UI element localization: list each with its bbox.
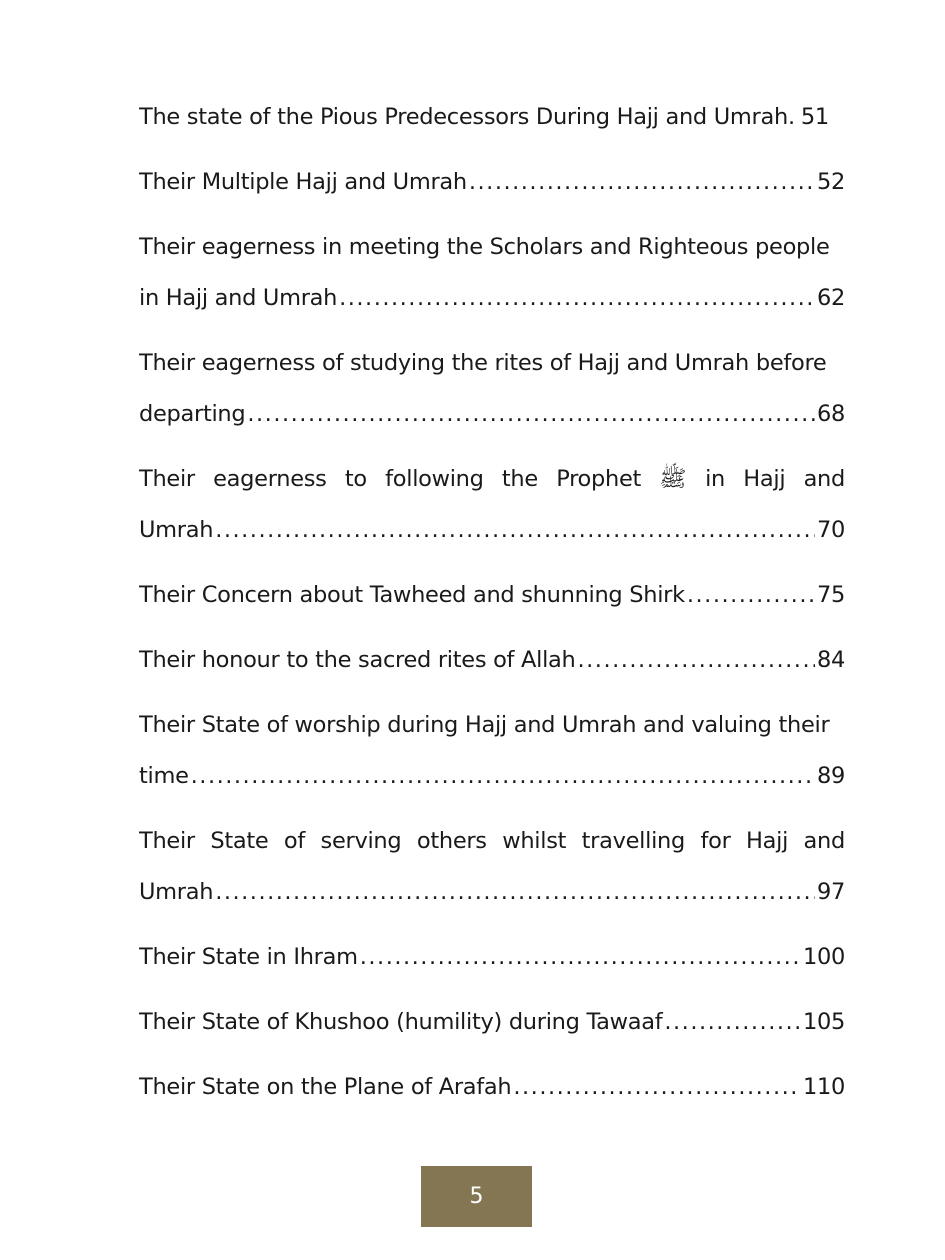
toc-entry-title: Their eagerness in meeting the Scholars and Righteous people	[139, 234, 830, 260]
page-number-box	[421, 1166, 532, 1227]
toc-entry-title: Their State in Ihram	[139, 944, 358, 970]
toc-entry-title-continued: time	[139, 763, 189, 789]
toc-entry[interactable]	[139, 97, 845, 148]
toc-entry-page: 84	[816, 647, 845, 673]
toc-entry[interactable]	[139, 162, 845, 213]
toc-entry-page: 68	[816, 401, 845, 427]
toc-leader-dots	[513, 1067, 801, 1107]
toc-line	[139, 640, 845, 691]
toc-line	[139, 97, 845, 148]
toc-entry[interactable]	[139, 343, 845, 445]
toc-entry[interactable]	[139, 937, 845, 988]
toc-entry-title: Their State of serving others whilst travelling for Hajj and	[139, 828, 845, 854]
toc-entry-title: The state of the Pious Predecessors During Hajj and Umrah.	[139, 104, 795, 130]
toc-line	[139, 162, 845, 213]
toc-entry-title: Their State of worship during Hajj and Umrah and valuing their	[139, 712, 830, 738]
toc-leader-dots	[339, 278, 815, 318]
toc-line	[139, 278, 845, 329]
page-number: 5	[469, 1184, 484, 1209]
toc-entry-title: Their eagerness of studying the rites of Hajj and Umrah before	[139, 350, 827, 376]
toc-line	[139, 1067, 845, 1118]
toc-line	[139, 343, 845, 394]
toc-entry[interactable]	[139, 705, 845, 807]
toc-entry[interactable]	[139, 1067, 845, 1118]
toc-entry-page: 70	[816, 517, 845, 543]
toc-entry-page: 110	[802, 1074, 845, 1100]
toc-line	[139, 227, 845, 278]
toc-leader-dots	[687, 575, 815, 615]
toc-entry-page: 105	[802, 1009, 845, 1035]
toc-line	[139, 937, 845, 988]
toc-leader-dots	[247, 394, 815, 434]
toc-entry-title-continued: Umrah	[139, 517, 214, 543]
toc-line	[139, 394, 845, 445]
toc-line	[139, 510, 845, 561]
toc-entry-page: 89	[816, 763, 845, 789]
toc-line	[139, 459, 845, 510]
toc-entry-title-continued: Umrah	[139, 879, 214, 905]
toc-entry[interactable]	[139, 640, 845, 691]
toc-leader-dots	[360, 937, 801, 977]
toc-entry-title: Their State on the Plane of Arafah	[139, 1074, 512, 1100]
toc-line	[139, 1002, 845, 1053]
toc-entry-page: 100	[802, 944, 845, 970]
toc-line	[139, 821, 845, 872]
toc-entry-page: 75	[816, 582, 845, 608]
toc-entry-title: Their honour to the sacred rites of Allah	[139, 647, 576, 673]
toc-entry[interactable]	[139, 227, 845, 329]
toc-leader-dots	[191, 756, 815, 796]
table-of-contents	[139, 97, 845, 1132]
toc-entry-page: 97	[816, 879, 845, 905]
toc-line	[139, 575, 845, 626]
toc-entry[interactable]	[139, 1002, 845, 1053]
toc-entry-page: 62	[816, 285, 845, 311]
toc-leader-dots	[664, 1002, 801, 1042]
toc-leader-dots	[577, 640, 814, 680]
toc-leader-dots	[215, 872, 815, 912]
toc-entry-title: Their State of Khushoo (humility) during Tawaaf	[139, 1009, 663, 1035]
toc-entry-title: Their Concern about Tawheed and shunning Shirk	[139, 582, 685, 608]
toc-entry[interactable]	[139, 459, 845, 561]
toc-entry-title: Their eagerness to following the Prophet ﷺ in Hajj and	[139, 466, 845, 492]
toc-entry-title: Their Multiple Hajj and Umrah	[139, 169, 467, 195]
toc-line	[139, 872, 845, 923]
toc-line	[139, 705, 845, 756]
toc-line	[139, 756, 845, 807]
toc-entry[interactable]	[139, 575, 845, 626]
toc-entry-page: 51	[800, 104, 829, 130]
toc-entry-title-continued: in Hajj and Umrah	[139, 285, 338, 311]
toc-leader-dots	[469, 162, 815, 202]
toc-entry-page: 52	[816, 169, 845, 195]
toc-entry-title-continued: departing	[139, 401, 246, 427]
toc-entry[interactable]	[139, 821, 845, 923]
toc-leader-dots	[215, 510, 815, 550]
